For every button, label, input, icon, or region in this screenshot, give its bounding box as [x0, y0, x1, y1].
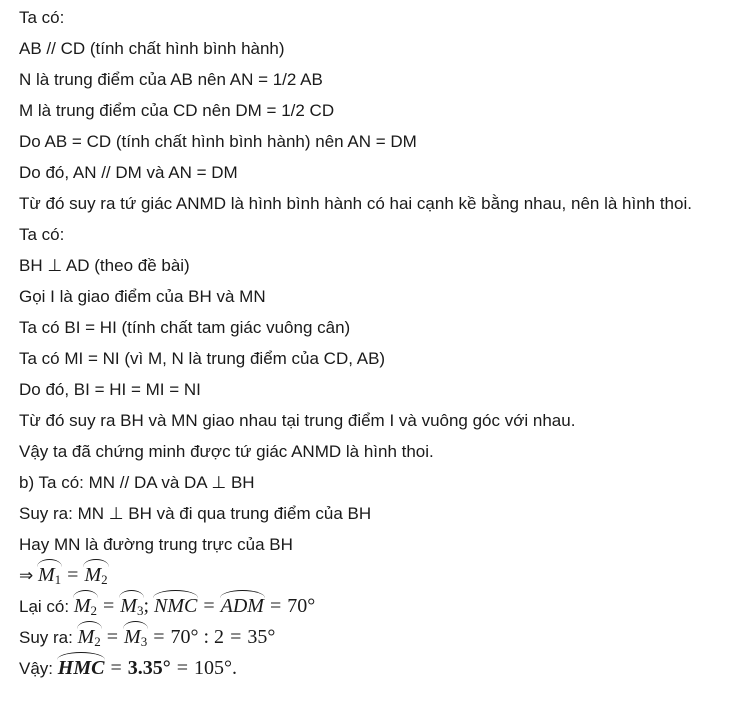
text-line: Hay MN là đường trung trực của BH — [19, 535, 293, 554]
text-line: N là trung điểm của AB nên AN = 1/2 AB — [19, 70, 323, 89]
text-line: Ta có BI = HI (tính chất tam giác vuông cân) — [19, 318, 351, 337]
line-prefix: Lại có: — [19, 597, 70, 616]
implies-symbol: ⇒ — [19, 566, 34, 585]
text-line: Ta có: — [19, 225, 65, 244]
math-expression: $M_2 = M_3 = 70^\circ$ : 2 = 35° — [77, 626, 276, 649]
text-line: AB // CD (tính chất hình bình hành) — [19, 39, 285, 58]
text-line: Do đó, BI = HI = MI = NI — [19, 380, 201, 399]
text-line: b) Ta có: MN // DA và DA ⊥ BH — [19, 473, 255, 492]
math-expression: $M_2 = M_3$; NMC = ADM = 70° — [73, 595, 316, 618]
text-line: BH ⊥ AD (theo đề bài) — [19, 256, 190, 275]
line-prefix: Suy ra: — [19, 628, 73, 647]
angle-m2: $M_2$ — [84, 564, 108, 587]
text-line: Ta có MI = NI (vì M, N là trung điểm của CD, AB) — [19, 349, 386, 368]
text-line: Từ đó suy ra BH và MN giao nhau tại trung điểm I và vuông góc với nhau. — [19, 411, 576, 430]
math-expression: HMC = 3.35° = 105°. — [57, 657, 238, 679]
angle-m2: $M_2$ — [73, 595, 97, 618]
angle-m1: $M_1$ — [37, 564, 62, 587]
math-line-angle-equality — [19, 560, 729, 591]
angle-hmc: HMC — [57, 657, 105, 679]
text-line: Vậy ta đã chứng minh được tứ giác ANMD là hình thoi. — [19, 442, 434, 461]
math-line-angle-values — [19, 591, 729, 622]
text-line: Do đó, AN // DM và AN = DM — [19, 163, 238, 182]
angle-value: 70° — [287, 595, 316, 617]
text-line: M là trung điểm của CD nên DM = 1/2 CD — [19, 101, 335, 120]
angle-m3: $M_3$ — [120, 595, 144, 618]
product-expression: 3.35° — [127, 657, 171, 679]
solution-document — [19, 2, 729, 684]
text-line: Ta có: — [19, 8, 65, 27]
division-expression: 70° : 2 — [170, 626, 225, 648]
angle-value: 105° — [194, 657, 233, 679]
text-line: Từ đó suy ra tứ giác ANMD là hình bình hành có hai cạnh kề bằng nhau, nên là hình thoi. — [19, 194, 692, 213]
math-expression: $M_1 = M_2$ — [37, 564, 108, 587]
angle-adm: ADM — [220, 595, 264, 617]
angle-value: 35° — [247, 626, 276, 648]
text-line: Gọi I là giao điểm của BH và MN — [19, 287, 266, 306]
math-line-conclusion — [19, 653, 729, 684]
angle-nmc: NMC — [154, 595, 198, 617]
angle-m2: $M_2$ — [77, 626, 101, 649]
line-prefix: Vậy: — [19, 659, 54, 678]
text-line: Suy ra: MN ⊥ BH và đi qua trung điểm của BH — [19, 504, 372, 523]
angle-m3: $M_3$ — [124, 626, 148, 649]
math-line-angle-division — [19, 622, 729, 653]
text-line: Do AB = CD (tính chất hình bình hành) nên AN = DM — [19, 132, 417, 151]
